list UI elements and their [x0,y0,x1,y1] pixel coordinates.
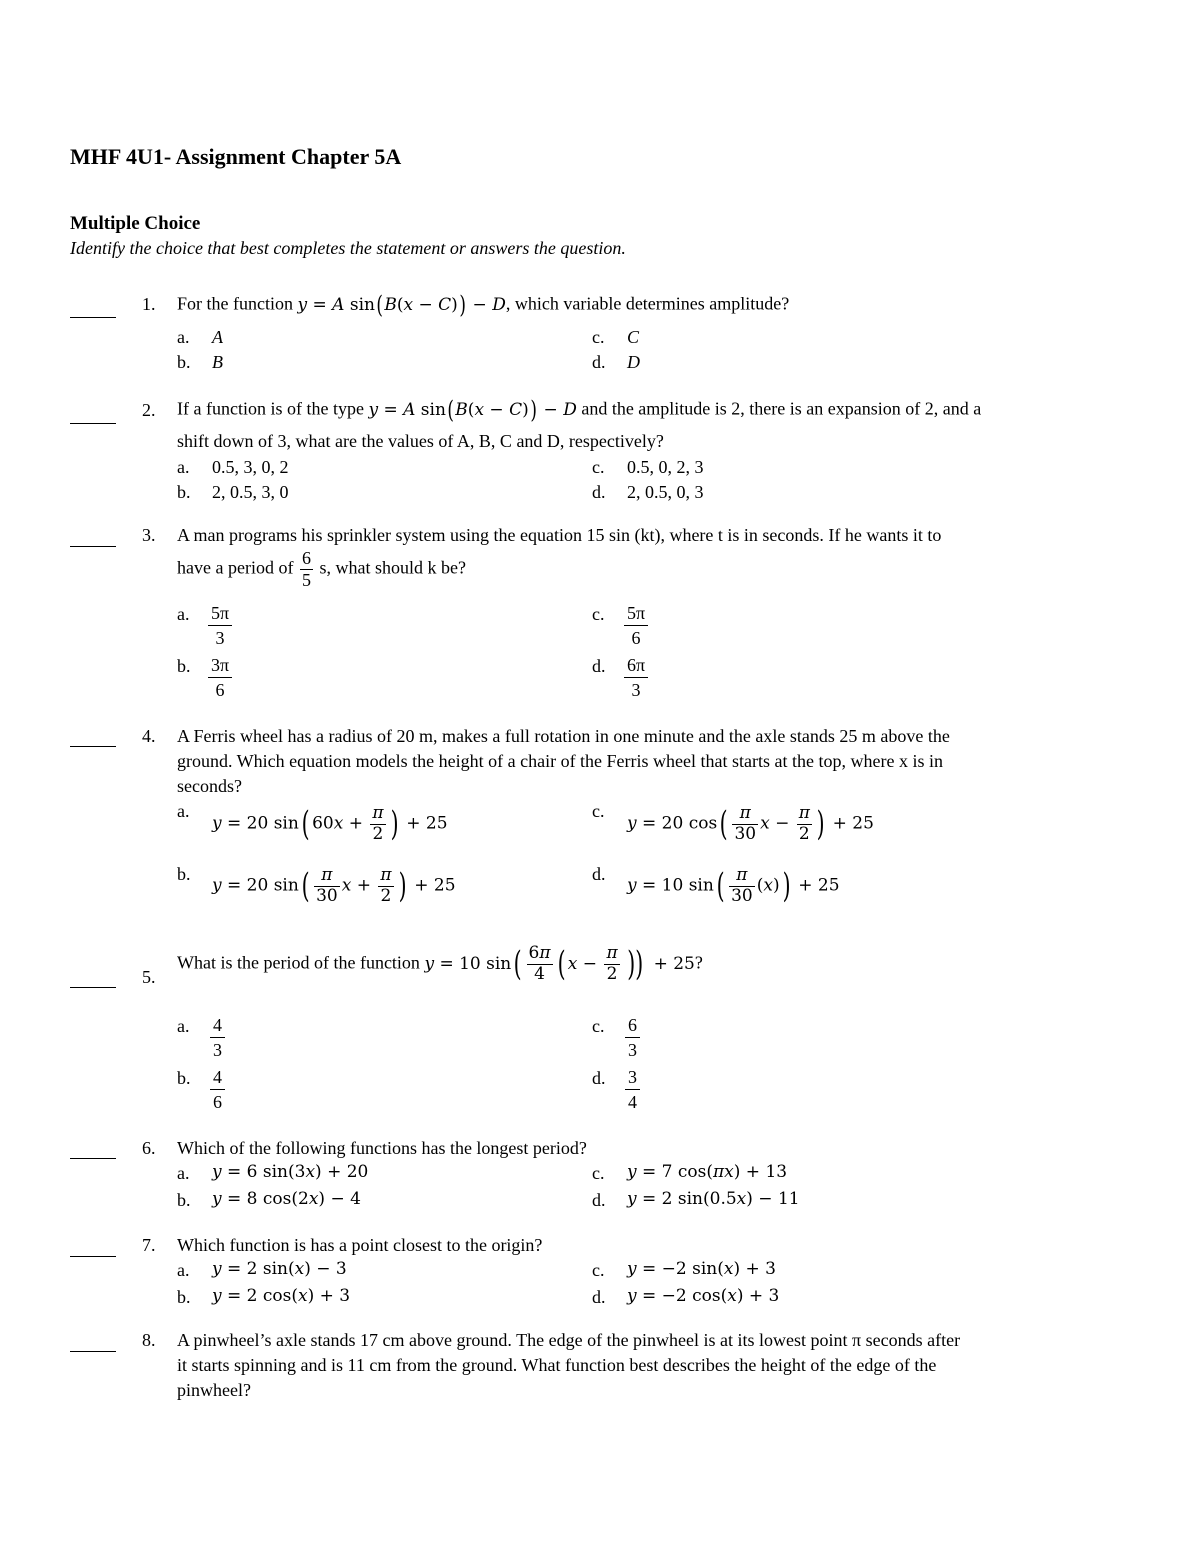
option-c[interactable]: 5π 6 [624,601,648,650]
question-text-line: ground. Which equation models the height of a chair of the Ferris wheel that starts at the top, where x is in [177,751,943,771]
option-c[interactable]: y = 7 cos(πx) + 13 [627,1162,788,1182]
option-letter: b. [177,864,191,884]
question-number: 2. [142,400,156,420]
option-letter: a. [177,1016,190,1036]
option-letter: a. [177,457,190,477]
option-c[interactable]: C [627,327,640,347]
question-text-line: A pinwheel’s axle stands 17 cm above ground. The edge of the pinwheel is at its lowest point π seconds after [177,1330,961,1350]
instructions: Identify the choice that best completes the statement or answers the question. [70,238,626,258]
answer-blank[interactable] [70,423,116,424]
option-b[interactable]: B [212,352,223,372]
question-text: Which of the following functions has the longest period? [177,1138,587,1158]
option-a[interactable]: 0.5, 3, 0, 2 [212,457,289,477]
option-letter: c. [592,1016,605,1036]
option-a[interactable]: 4 3 [210,1013,225,1062]
option-a[interactable]: y = 6 sin(3x) + 20 [212,1162,369,1182]
answer-blank[interactable] [70,746,116,747]
option-letter: c. [592,801,605,821]
option-letter: a. [177,1163,190,1183]
question-text: If a function is of the type y = A sin(B(x − C)) − D and the amplitude is 2, there is an expansion of 2, and a [177,396,982,424]
option-letter: a. [177,327,190,347]
option-c[interactable]: y = 20 cos( $\frac{\pi}{30}$ x − $\frac{\pi}{2}$ ) + 25 [627,803,874,845]
option-letter: b. [177,1068,191,1088]
option-letter: c. [592,327,605,347]
option-d[interactable]: y = 2 sin(0.5x) − 11 [627,1189,800,1209]
option-d[interactable]: y = 10 sin( $\frac{\pi}{30}$ (x)) + 25 [627,865,840,907]
answer-blank[interactable] [70,1158,116,1159]
option-letter: d. [592,1068,606,1088]
option-letter: b. [177,482,191,502]
option-d[interactable]: y = −2 cos(x) + 3 [627,1286,780,1306]
question-text-line: have a period of $\frac{6}{5}$ s, what should k be? [177,548,466,590]
option-b[interactable]: y = 8 cos(2x) − 4 [212,1189,361,1209]
option-b[interactable]: y = 2 cos(x) + 3 [212,1286,351,1306]
section-heading: Multiple Choice [70,213,201,234]
option-d[interactable]: 3 4 [625,1065,640,1114]
option-a[interactable]: y = 20 sin( 60x + $\frac{\pi}{2}$ ) + 25 [212,803,448,845]
question-number: 6. [142,1138,156,1158]
answer-blank[interactable] [70,546,116,547]
question-text: What is the period of the function y = 10 sin( $\frac{6\pi}{4}$ ( x − $\frac{\pi}{2}$ )) + 25? [177,943,703,985]
option-letter: c. [592,457,605,477]
option-letter: d. [592,1287,606,1307]
question-text-line: shift down of 3, what are the values of A, B, C and D, respectively? [177,431,664,451]
option-letter: b. [177,352,191,372]
question-text-line: it starts spinning and is 11 cm from the ground. What function best describes the height of the edge of the [177,1355,937,1375]
option-letter: d. [592,482,606,502]
question-text: Which function is has a point closest to the origin? [177,1235,543,1255]
option-a[interactable]: y = 2 sin(x) − 3 [212,1259,347,1279]
option-letter: a. [177,1260,190,1280]
option-a[interactable]: 5π 3 [208,601,232,650]
page-title: MHF 4U1- Assignment Chapter 5A [70,144,402,169]
option-letter: d. [592,656,606,676]
answer-blank[interactable] [70,317,116,318]
equation: y = 10 sin( $\frac{6\pi}{4}$ ( x − $\frac{\pi}{2}$ )) + 25 [424,943,695,985]
option-letter: c. [592,604,605,624]
option-d[interactable]: D [627,352,640,372]
option-letter: b. [177,656,191,676]
question-number: 8. [142,1330,156,1350]
question-text-line: pinwheel? [177,1380,251,1400]
option-b[interactable]: 4 6 [210,1065,225,1114]
equation: y = A sin(B(x − C)) − D [297,291,506,319]
option-letter: c. [592,1163,605,1183]
question-text-line: A Ferris wheel has a radius of 20 m, makes a full rotation in one minute and the axle stands 25 m above the [177,726,950,746]
question-number: 5. [142,967,156,987]
option-b[interactable]: 2, 0.5, 3, 0 [212,482,289,502]
question-text: For the function y = A sin(B(x − C)) − D, which variable determines amplitude? [177,291,790,319]
option-b[interactable]: 3π 6 [208,653,232,702]
question-number: 3. [142,525,156,545]
option-a[interactable]: A [212,327,223,347]
option-b[interactable]: y = 20 sin( $\frac{\pi}{30}$ x + $\frac{\pi}{2}$ ) + 25 [212,865,456,907]
option-c[interactable]: 6 3 [625,1013,640,1062]
question-text-line: A man programs his sprinkler system using the equation 15 sin (kt), where t is in seconds. If he wants it to [177,525,942,545]
question-text-line: seconds? [177,776,242,796]
option-letter: d. [592,352,606,372]
equation: y = A sin(B(x − C)) − D [368,396,577,424]
option-letter: d. [592,1190,606,1210]
question-number: 4. [142,726,156,746]
option-letter: b. [177,1287,191,1307]
answer-blank[interactable] [70,987,116,988]
question-number: 1. [142,294,156,314]
answer-blank[interactable] [70,1351,116,1352]
option-letter: c. [592,1260,605,1280]
option-letter: b. [177,1190,191,1210]
option-c[interactable]: 0.5, 0, 2, 3 [627,457,704,477]
question-number: 7. [142,1235,156,1255]
option-letter: a. [177,801,190,821]
option-letter: a. [177,604,190,624]
option-c[interactable]: y = −2 sin(x) + 3 [627,1259,776,1279]
option-d[interactable]: 6π 3 [624,653,648,702]
option-letter: d. [592,864,606,884]
option-d[interactable]: 2, 0.5, 0, 3 [627,482,704,502]
answer-blank[interactable] [70,1256,116,1257]
